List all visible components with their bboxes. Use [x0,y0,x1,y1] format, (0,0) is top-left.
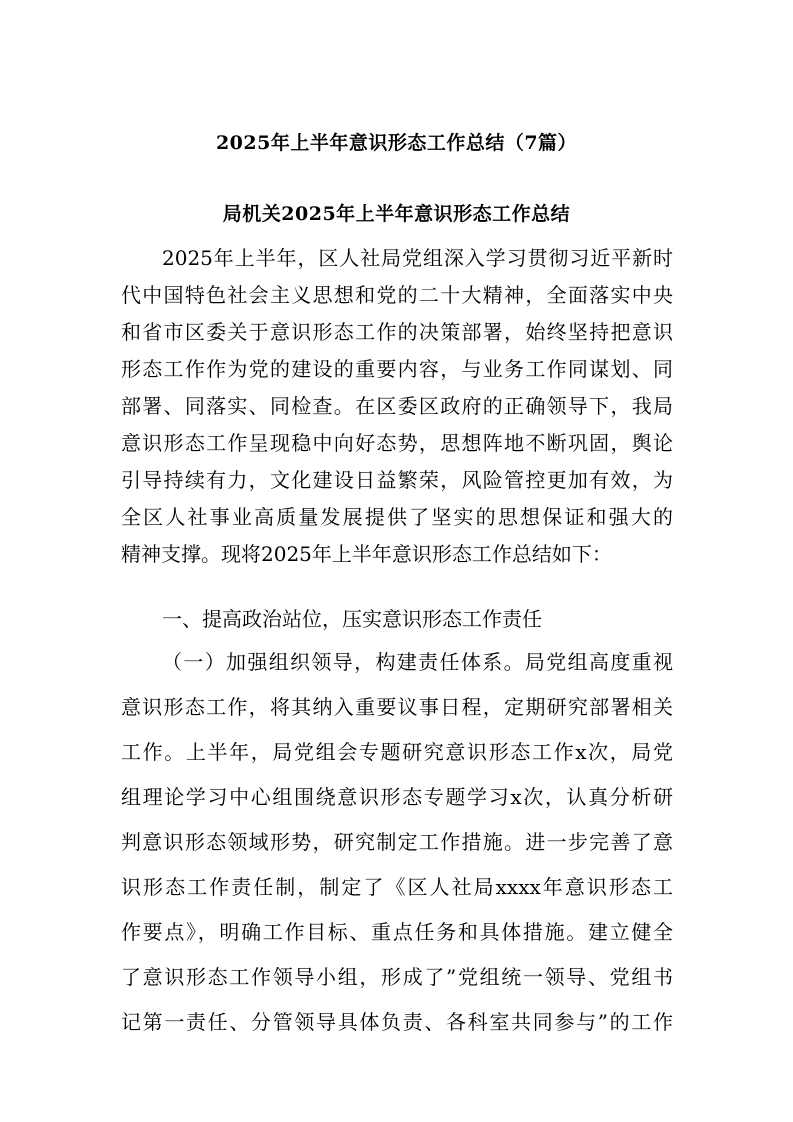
paragraph-line: 精神支撑。现将2025年上半年意识形态工作总结如下： [121,542,612,566]
paragraph-line: 意识形态工作，将其纳入重要议事日程，定期研究部署相关 [121,695,673,719]
paragraph-line: 了意识形态工作领导小组，形成了”党组统一领导、党组书 [121,965,673,989]
heading-line: 一、提高政治站位，压实意识形态工作责任 [162,607,542,631]
paragraph-line: 意识形态工作呈现稳中向好态势，思想阵地不断巩固，舆论 [121,431,673,455]
section-title: 局机关2025年上半年意识形态工作总结 [222,203,571,225]
paragraph-line: 判意识形态领域形势，研究制定工作措施。进一步完善了意 [121,830,673,854]
paragraph-line: （一）加强组织领导，构建责任体系。局党组高度重视 [162,650,673,674]
paragraph-line: 组理论学习中心组围绕意识形态专题学习x次，认真分析研 [121,785,673,809]
paragraph-line: 和省市区委关于意识形态工作的决策部署，始终坚持把意识 [121,320,673,344]
paragraph-line: 形态工作作为党的建设的重要内容，与业务工作同谋划、同 [121,357,673,381]
paragraph-line: 全区人社事业高质量发展提供了坚实的思想保证和强大的 [121,505,673,529]
paragraph-line: 记第一责任、分管领导具体负责、各科室共同参与”的工作 [121,1010,673,1034]
paragraph-line: 工作。上半年，局党组会专题研究意识形态工作x次，局党 [121,740,673,764]
document-title: 2025年上半年意识形态工作总结（7篇） [215,132,578,154]
paragraph-line: 2025年上半年，区人社局党组深入学习贯彻习近平新时 [162,246,673,270]
paragraph-line: 代中国特色社会主义思想和党的二十大精神，全面落实中央 [121,283,673,307]
paragraph-line: 识形态工作责任制，制定了《区人社局xxxx年意识形态工 [121,875,673,899]
paragraph-line: 引导持续有力，文化建设日益繁荣，风险管控更加有效，为 [121,468,673,492]
paragraph-line: 部署、同落实、同检查。在区委区政府的正确领导下，我局 [121,394,673,418]
paragraph-line: 作要点》，明确工作目标、重点任务和具体措施。建立健全 [121,920,673,944]
